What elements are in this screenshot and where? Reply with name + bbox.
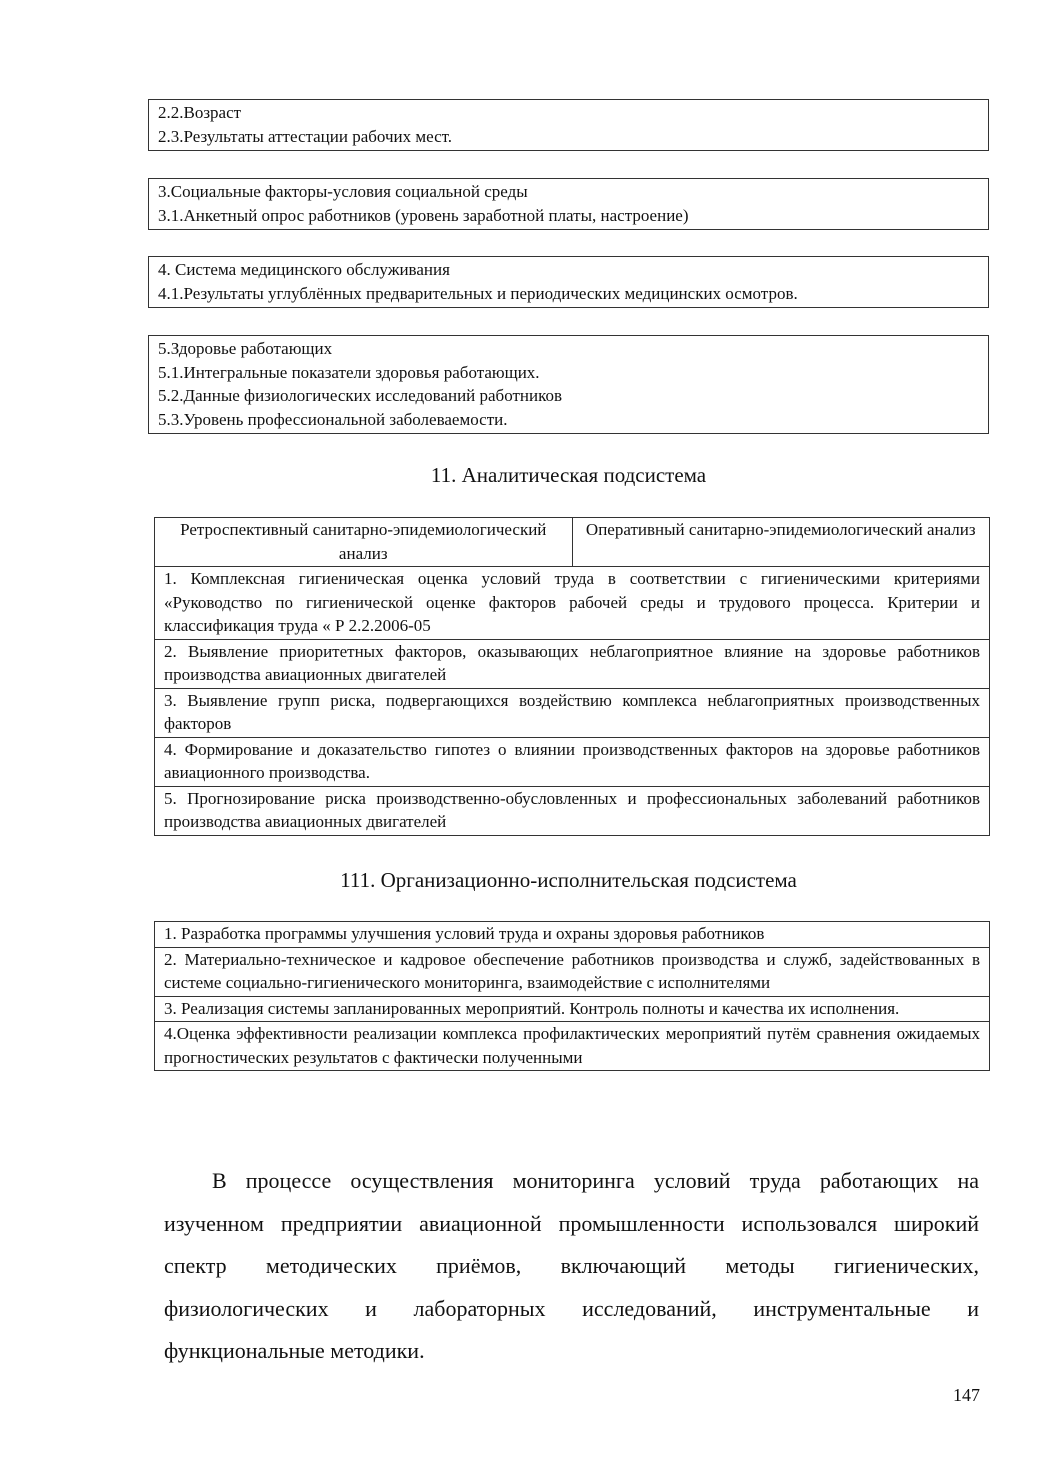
operative-analysis-header: Оперативный санитарно-эпидемиологический анализ bbox=[572, 518, 990, 567]
block-5-line: 5.1.Интегральные показатели здоровья работающих. bbox=[158, 362, 540, 382]
table-cell: 4. Формирование и доказательство гипотез о влиянии производственных факторов на здоровье работников авиационного производства. bbox=[155, 737, 990, 786]
table-cell: 1. Комплексная гигиеническая оценка условий труда в соответствии с гигиеническими критериями «Руководство по гигиенической оценке факторов рабочей среды и трудового процесса. Критерии и классификация труда « Р 2.2.2006-05 bbox=[155, 567, 990, 640]
block-age-certification bbox=[148, 99, 989, 151]
analytical-subsystem-heading: 11. Аналитическая подсистема bbox=[430, 463, 707, 487]
table-row bbox=[155, 996, 990, 1022]
table-row bbox=[155, 639, 990, 688]
table-row bbox=[155, 786, 990, 835]
table-cell: 1. Разработка программы улучшения условий труда и охраны здоровья работников bbox=[155, 922, 990, 948]
table-cell: 5. Прогнозирование риска производственно-обусловленных и профессиональных заболеваний работников производства авиационных двигателей bbox=[155, 786, 990, 835]
table-cell: 3. Реализация системы запланированных мероприятий. Контроль полноты и качества их исполнения. bbox=[155, 996, 990, 1022]
block-2-line: 2.2.Возраст bbox=[158, 103, 242, 122]
block-3-line: 3.1.Анкетный опрос работников (уровень заработной платы, настроение) bbox=[158, 205, 689, 225]
organizational-table bbox=[154, 921, 990, 1071]
block-4-line: 4. Система медицинского обслуживания bbox=[158, 260, 450, 279]
block-5-line: 5.Здоровье работающих bbox=[158, 339, 333, 358]
block-4-line: 4.1.Результаты углублённых предварительных и периодических медицинских осмотров. bbox=[158, 283, 798, 303]
body-paragraph: В процессе осуществления мониторинга условий труда работающих на изученном предприятии авиационной промышленности использовался широкий спектр методических приёмов, включающий методы гигиенических, физиологических и лабораторных исследований, инструментальные и функциональные методики. bbox=[164, 1168, 979, 1363]
retrospective-analysis-header: Ретроспективный санитарно-эпидемиологический анализ bbox=[155, 518, 573, 567]
block-5-line: 5.2.Данные физиологических исследований работников bbox=[158, 386, 563, 405]
table-cell: 2. Материально-техническое и кадровое обеспечение работников производства и служб, задействованных в системе социально-гигиенического мониторинга, взаимодействие с исполнителями bbox=[155, 947, 990, 996]
block-worker-health bbox=[148, 335, 989, 434]
table-row bbox=[155, 947, 990, 996]
table-row bbox=[155, 567, 990, 640]
table-cell: 4.Оценка эффективности реализации комплекса профилактических мероприятий путём сравнения ожидаемых прогностических результатов с фактически полученными bbox=[155, 1022, 990, 1071]
block-social-factors bbox=[148, 178, 989, 230]
table-cell: 2. Выявление приоритетных факторов, оказывающих неблагоприятное влияние на здоровье работников производства авиационных двигателей bbox=[155, 639, 990, 688]
page-number: 147 bbox=[953, 1385, 980, 1405]
block-3-line: 3.Социальные факторы-условия социальной среды bbox=[158, 182, 528, 201]
table-row bbox=[155, 688, 990, 737]
block-medical-service bbox=[148, 256, 989, 308]
block-2-line: 2.3.Результаты аттестации рабочих мест. bbox=[158, 126, 453, 146]
table-row bbox=[155, 1022, 990, 1071]
organizational-subsystem-heading: 111. Организационно-исполнительская подсистема bbox=[340, 868, 797, 892]
table-row bbox=[155, 737, 990, 786]
table-header-row bbox=[155, 518, 990, 567]
analytical-table bbox=[154, 517, 990, 836]
table-row bbox=[155, 922, 990, 948]
block-5-line: 5.3.Уровень профессиональной заболеваемости. bbox=[158, 409, 508, 429]
table-cell: 3. Выявление групп риска, подвергающихся воздействию комплекса неблагоприятных производственных факторов bbox=[155, 688, 990, 737]
